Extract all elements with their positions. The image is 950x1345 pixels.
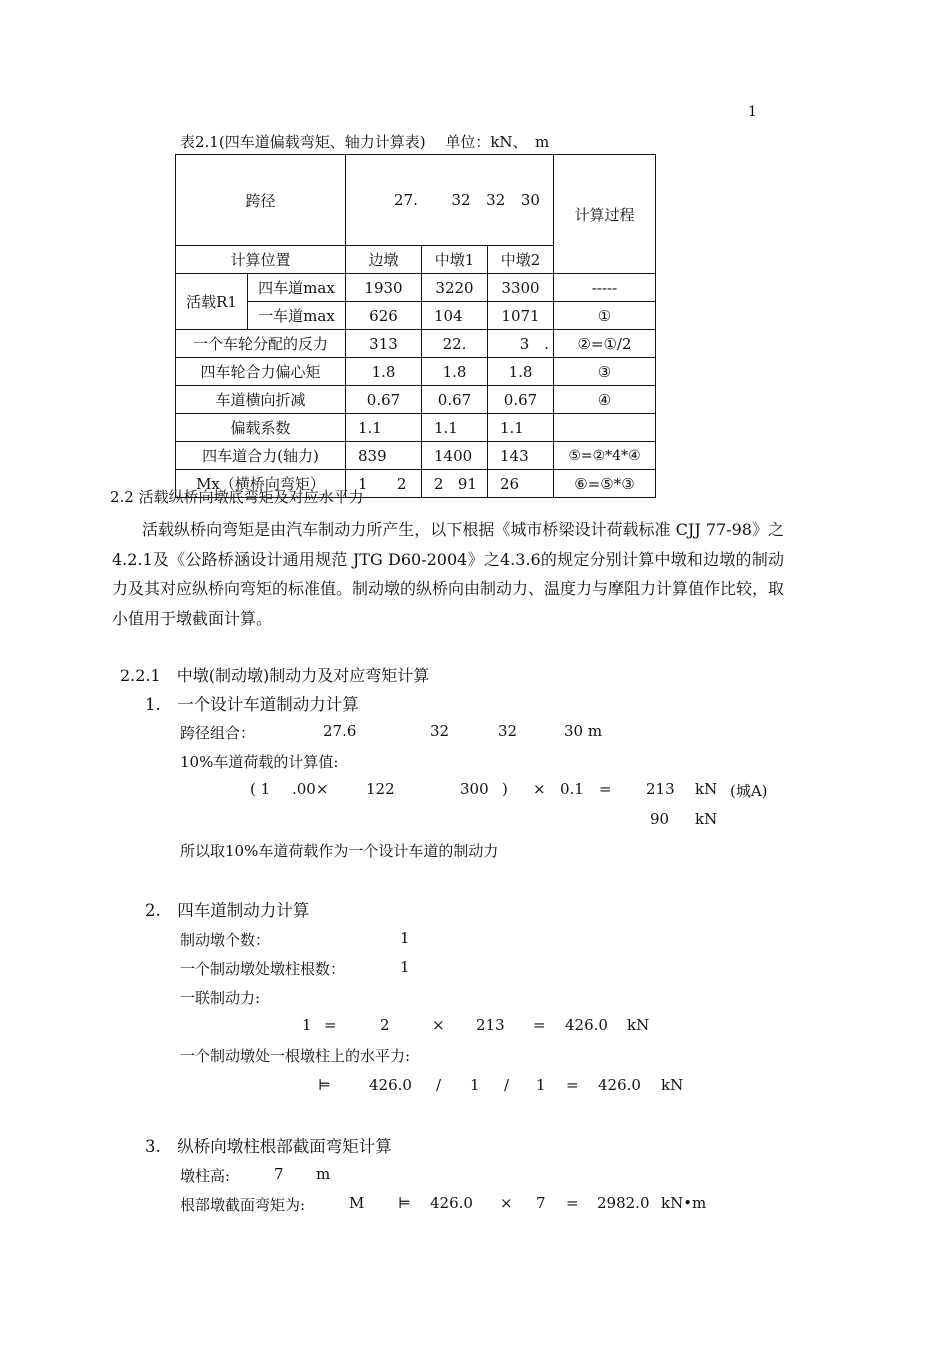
column-count-label: 一个制动墩处墩柱根数： [180, 960, 346, 978]
span-value: 27. [394, 191, 418, 209]
formula-token: 1 [536, 1076, 546, 1094]
formula-token: = [599, 780, 612, 798]
table-caption: 表2.1(四车道偏载弯矩、轴力计算表) 单位：kN、 m [180, 133, 550, 151]
row-label: 车道横向折减 [176, 386, 346, 414]
formula-token: 426.0 [565, 1016, 608, 1034]
span-label: 跨径 [176, 155, 346, 246]
cell-process: ③ [554, 358, 656, 386]
formula-token: 300 [460, 780, 489, 798]
item-1-conclusion: 所以取10%车道荷载作为一个设计车道的制动力 [180, 842, 499, 860]
total-braking-label: 一联制动力: [180, 989, 261, 1007]
cell-mid1: 3220 [422, 274, 488, 302]
span-value: 32 [486, 191, 506, 209]
formula-token: kN [627, 1016, 650, 1034]
formula-token: kN•m [661, 1194, 707, 1212]
table-row [176, 442, 656, 470]
formula-token: 426.0 [430, 1194, 473, 1212]
formula-token: × [500, 1194, 513, 1212]
process-header: 计算过程 [554, 155, 656, 274]
body-paragraph: 活载纵桥向弯矩是由汽车制动力所产生，以下根据《城市桥梁设计荷载标准 CJJ 77-98》之4.2.1及《公路桥涵设计通用规范 JTG D60-2004》之4.3.6的规定分别计算中墩和边墩的制动力及其对应纵桥向弯矩的标准值。制动墩的纵桥向由制动力、温度力与摩阻力计算值作比较，取小值用于墩截面计算。 [112, 520, 785, 628]
span-value: 32 [451, 191, 471, 209]
cell-mid2: 143 [488, 442, 554, 470]
live-load-label: 活载R1 [176, 274, 248, 330]
span-value: 32 [430, 722, 450, 740]
row-label: 四车道max [248, 274, 346, 302]
formula-token: 1 [302, 1016, 312, 1034]
pier-count-label: 制动墩个数： [180, 931, 271, 949]
table-row [176, 358, 656, 386]
formula-token: ( 1 [250, 780, 271, 798]
formula-token: 426.0 [598, 1076, 641, 1094]
table-row [176, 274, 656, 302]
cell-mid2: 1071 [488, 302, 554, 330]
formula-token: (城A) [730, 782, 768, 800]
cell-edge: 1930 [346, 274, 422, 302]
formula-token: 0.1 [560, 780, 584, 798]
row-label: 四车轮合力偏心矩 [176, 358, 346, 386]
cell-process: ----- [554, 274, 656, 302]
span-values-cell [346, 155, 554, 246]
cell-process: ① [554, 302, 656, 330]
cell-mid2: 0.67 [488, 386, 554, 414]
calculation-table [175, 154, 656, 498]
formula-token: 213 [646, 780, 675, 798]
table-row [176, 414, 656, 442]
column-header-edge-pier: 边墩 [346, 246, 422, 274]
cell-mid1: 2 91 [422, 470, 488, 498]
formula-token: 90 [650, 810, 670, 828]
section-title: 2.2 活载纵桥向墩底弯矩及对应水平力 [110, 488, 364, 506]
cell-mid1: 0.67 [422, 386, 488, 414]
lane-load-label: 10%车道荷载的计算值: [180, 753, 339, 771]
cell-edge: 1 2 [346, 470, 422, 498]
formula-token: ⊨ [318, 1076, 331, 1094]
row-label: 四车道合力(轴力) [176, 442, 346, 470]
formula-token: ) [502, 780, 508, 798]
item-1-title: 1. 一个设计车道制动力计算 [145, 695, 359, 714]
cell-mid2: 3300 [488, 274, 554, 302]
cell-edge: 313 [346, 330, 422, 358]
cell-mid1: 104 [422, 302, 488, 330]
cell-process: ②=①/2 [554, 330, 656, 358]
column-height-value: 7 [274, 1165, 284, 1183]
cell-mid1: 1.1 [422, 414, 488, 442]
formula-token: 7 [536, 1194, 546, 1212]
formula-token: kN [695, 810, 718, 828]
cell-edge: 0.67 [346, 386, 422, 414]
column-count-value: 1 [400, 958, 410, 976]
formula-token: 2982.0 [597, 1194, 650, 1212]
pier-count-value: 1 [400, 929, 410, 947]
span-value: 27.6 [323, 722, 357, 740]
table-row [176, 330, 656, 358]
formula-token: = [566, 1076, 579, 1094]
formula-token: = [324, 1016, 337, 1034]
row-label: Mx（横桥向弯矩） [176, 470, 346, 498]
cell-edge: 1.1 [346, 414, 422, 442]
position-label: 计算位置 [176, 246, 346, 274]
column-header-mid-pier-2: 中墩2 [488, 246, 554, 274]
subsection-title: 2.2.1 中墩(制动墩)制动力及对应弯矩计算 [120, 666, 430, 685]
cell-process: ⑤=②*4*④ [554, 442, 656, 470]
table-row [176, 302, 656, 330]
cell-mid2: 26 [488, 470, 554, 498]
formula-token: 122 [366, 780, 395, 798]
per-column-label: 一个制动墩处一根墩柱上的水平力: [180, 1047, 411, 1065]
formula-token: / [436, 1076, 442, 1094]
span-value: 32 [498, 722, 518, 740]
cell-edge: 626 [346, 302, 422, 330]
span-value: 30 [520, 191, 540, 209]
cell-edge: 839 [346, 442, 422, 470]
cell-mid2: 1.1 [488, 414, 554, 442]
cell-process: ④ [554, 386, 656, 414]
row-label: 偏载系数 [176, 414, 346, 442]
cell-process [554, 414, 656, 442]
formula-token: 426.0 [369, 1076, 412, 1094]
formula-token: / [504, 1076, 510, 1094]
cell-edge: 1.8 [346, 358, 422, 386]
formula-token: 213 [476, 1016, 505, 1034]
span-value: 30 m [564, 722, 603, 740]
page-number: 1 [748, 104, 757, 120]
formula-token: kN [661, 1076, 684, 1094]
cell-mid2: 3 . [488, 330, 554, 358]
formula-token: ⊨ [398, 1194, 411, 1212]
row-label: 一车道max [248, 302, 346, 330]
column-height-unit: m [316, 1165, 331, 1183]
cell-mid1: 1400 [422, 442, 488, 470]
formula-token: kN [695, 780, 718, 798]
formula-token: = [533, 1016, 546, 1034]
item-2-title: 2. 四车道制动力计算 [145, 901, 310, 920]
moment-label: 根部墩截面弯矩为: [180, 1196, 306, 1214]
table-row [176, 155, 656, 246]
table-row [176, 386, 656, 414]
cell-mid2: 1.8 [488, 358, 554, 386]
formula-token: .00× [292, 780, 329, 798]
item-3-title: 3. 纵桥向墩柱根部截面弯矩计算 [145, 1137, 392, 1156]
column-height-label: 墩柱高: [180, 1167, 231, 1185]
formula-token: = [566, 1194, 579, 1212]
formula-token: M [349, 1194, 365, 1212]
row-label: 一个车轮分配的反力 [176, 330, 346, 358]
formula-token: 1 [470, 1076, 480, 1094]
formula-token: × [533, 780, 546, 798]
formula-token: × [432, 1016, 445, 1034]
cell-mid1: 22. [422, 330, 488, 358]
cell-mid1: 1.8 [422, 358, 488, 386]
column-header-mid-pier-1: 中墩1 [422, 246, 488, 274]
formula-token: 2 [380, 1016, 390, 1034]
span-combination-label: 跨径组合： [180, 724, 256, 742]
cell-process: ⑥=⑤*③ [554, 470, 656, 498]
